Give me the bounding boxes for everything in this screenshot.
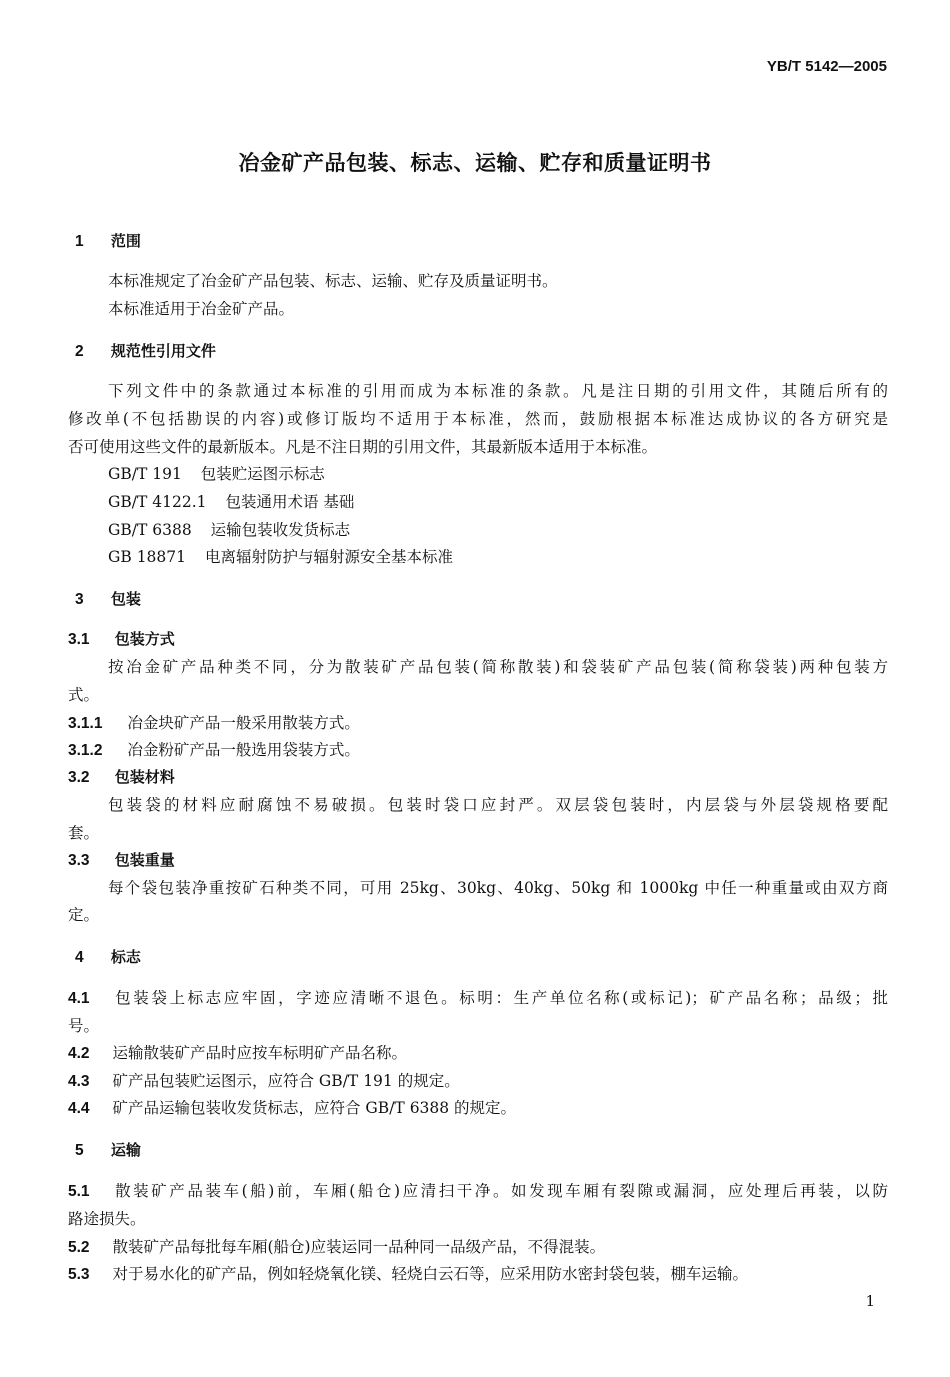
reference-name: 电离辐射防护与辐射源安全基本标准 — [204, 548, 453, 566]
subsection-3-3-heading — [68, 849, 175, 872]
paragraph-line: 套。 — [68, 824, 100, 842]
clause-text: 散装矿产品装车(船)前，车厢(船仓)应清扫干净。如发现车厢有裂隙或漏洞，应处理后再装，以防 — [115, 1182, 888, 1200]
subsection-number: 3.2 — [68, 769, 90, 786]
paragraph-line: 每个袋包装净重按矿石种类不同，可用 25kg、30kg、40kg、50kg 和 1000kg 中任一种重量或由双方商 — [108, 879, 888, 897]
reference-name: 包装通用术语 基础 — [225, 493, 355, 511]
clause-number: 5.2 — [68, 1239, 90, 1256]
section-title: 范围 — [110, 232, 141, 250]
section-title: 运输 — [110, 1141, 141, 1159]
clause-number: 3.1.1 — [68, 715, 103, 732]
paragraph-line: 路途损失。 — [68, 1210, 146, 1228]
clause-3-1-2 — [68, 739, 360, 762]
reference-item — [108, 463, 325, 485]
reference-item — [108, 546, 453, 568]
paragraph: 本标准规定了冶金矿产品包装、标志、运输、贮存及质量证明书。 — [108, 272, 558, 290]
section-1-heading — [75, 230, 141, 253]
paragraph: 本标准适用于冶金矿产品。 — [108, 300, 295, 318]
subsection-title: 包装材料 — [114, 768, 175, 786]
reference-code: GB/T 4122.1 — [108, 493, 207, 511]
clause-5-2 — [68, 1236, 605, 1259]
reference-item — [108, 519, 350, 541]
clause-number: 3.1.2 — [68, 742, 103, 759]
subsection-number: 3.3 — [68, 852, 90, 869]
reference-item — [108, 491, 354, 513]
clause-number: 5.1 — [68, 1183, 90, 1200]
standard-code: YB/T 5142—2005 — [766, 58, 887, 75]
paragraph-line: 否可使用这些文件的最新版本。凡是不注日期的引用文件，其最新版本适用于本标准。 — [68, 438, 658, 456]
reference-code: GB 18871 — [108, 548, 187, 566]
subsection-3-1-heading — [68, 628, 175, 651]
section-2-heading — [75, 340, 216, 363]
clause-5-1 — [68, 1180, 888, 1203]
clause-4-1 — [68, 987, 888, 1010]
clause-number: 4.1 — [68, 990, 90, 1007]
subsection-title: 包装方式 — [114, 630, 175, 648]
clause-text: 包装袋上标志应牢固，字迹应清晰不退色。标明：生产单位名称(或标记)；矿产品名称；品级；批 — [115, 989, 888, 1007]
reference-name: 包装贮运图示标志 — [200, 465, 325, 483]
reference-code: GB/T 6388 — [108, 521, 192, 539]
clause-text: 运输散装矿产品时应按车标明矿产品名称。 — [112, 1044, 408, 1062]
clause-text: 冶金粉矿产品一般选用袋装方式。 — [127, 741, 360, 759]
reference-code: GB/T 191 — [108, 465, 182, 483]
section-number: 2 — [75, 343, 84, 360]
clause-number: 4.4 — [68, 1100, 90, 1117]
clause-number: 5.3 — [68, 1266, 90, 1283]
paragraph-line: 下列文件中的条款通过本标准的引用而成为本标准的条款。凡是注日期的引用文件，其随后所有的 — [108, 382, 888, 400]
section-4-heading — [75, 946, 141, 969]
subsection-title: 包装重量 — [114, 851, 175, 869]
clause-text: 矿产品包装贮运图示，应符合 GB/T 191 的规定。 — [112, 1072, 460, 1090]
clause-3-1-1 — [68, 712, 360, 735]
clause-text: 对于易水化的矿产品，例如轻烧氧化镁、轻烧白云石等，应采用防水密封袋包装，棚车运输。 — [112, 1265, 749, 1283]
section-number: 5 — [75, 1142, 84, 1159]
section-5-heading — [75, 1139, 141, 1162]
paragraph-line: 修改单(不包括勘误的内容)或修订版均不适用于本标准，然而，鼓励根据本标准达成协议的各方研究是 — [68, 410, 888, 428]
section-number: 3 — [75, 591, 84, 608]
paragraph-line: 包装袋的材料应耐腐蚀不易破损。包装时袋口应封严。双层袋包装时，内层袋与外层袋规格要配 — [108, 796, 888, 814]
page-number: 1 — [865, 1292, 875, 1310]
section-number: 4 — [75, 949, 84, 966]
clause-text: 矿产品运输包装收发货标志，应符合 GB/T 6388 的规定。 — [112, 1099, 517, 1117]
clause-4-3 — [68, 1070, 460, 1093]
clause-number: 4.2 — [68, 1045, 90, 1062]
reference-name: 运输包装收发货标志 — [210, 521, 351, 539]
clause-number: 4.3 — [68, 1073, 90, 1090]
section-number: 1 — [75, 233, 84, 250]
subsection-number: 3.1 — [68, 631, 90, 648]
clause-4-2 — [68, 1042, 407, 1065]
section-title: 标志 — [110, 948, 141, 966]
section-title: 规范性引用文件 — [110, 342, 216, 360]
paragraph-line: 按冶金矿产品种类不同，分为散装矿产品包装(简称散装)和袋装矿产品包装(简称袋装)两种包装方 — [108, 658, 888, 676]
paragraph-line: 式。 — [68, 686, 100, 704]
clause-4-4 — [68, 1097, 516, 1120]
section-3-heading — [75, 588, 141, 611]
paragraph-line: 定。 — [68, 906, 100, 924]
subsection-3-2-heading — [68, 766, 175, 789]
clause-5-3 — [68, 1263, 748, 1286]
document-title: 冶金矿产品包装、标志、运输、贮存和质量证明书 — [238, 151, 712, 175]
clause-text: 冶金块矿产品一般采用散装方式。 — [127, 714, 360, 732]
paragraph-line: 号。 — [68, 1017, 100, 1035]
section-title: 包装 — [110, 590, 141, 608]
clause-text: 散装矿产品每批每车厢(船仓)应装运同一品种同一品级产品，不得混装。 — [112, 1238, 606, 1256]
